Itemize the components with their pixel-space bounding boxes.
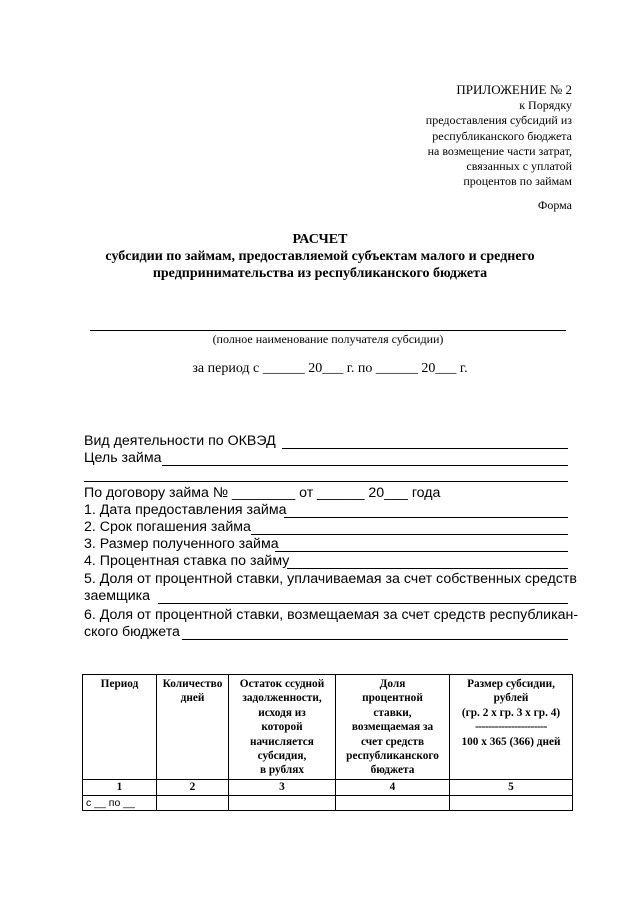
calculation-table bbox=[82, 674, 573, 811]
table-row bbox=[83, 795, 573, 810]
column-number: 2 bbox=[157, 779, 229, 795]
item6-input-line[interactable] bbox=[182, 639, 568, 640]
column-number: 5 bbox=[450, 779, 573, 795]
item3-input-line[interactable] bbox=[275, 551, 568, 552]
appendix-block bbox=[372, 82, 572, 190]
purpose-label: Цель займа bbox=[84, 450, 162, 466]
row-rate-share-cell[interactable] bbox=[336, 795, 450, 810]
appendix-line: процентов по займам bbox=[463, 174, 572, 189]
item1-label: 1. Дата предоставления займа bbox=[84, 502, 287, 518]
item2-input-line[interactable] bbox=[251, 534, 568, 535]
row-subsidy-cell[interactable] bbox=[450, 795, 573, 810]
item2-label: 2. Срок погашения займа bbox=[84, 519, 251, 535]
appendix-line: к Порядку bbox=[519, 98, 572, 112]
row-balance-cell[interactable] bbox=[229, 795, 336, 810]
purpose-input-line-2[interactable] bbox=[84, 481, 568, 482]
recipient-caption: (полное наименование получателя субсидии) bbox=[212, 332, 444, 346]
appendix-line: связанных с уплатой bbox=[466, 159, 572, 174]
item5-label-cont: заемщика bbox=[84, 588, 151, 604]
header-days: Количество дней bbox=[157, 675, 229, 780]
okved-label: Вид деятельности по ОКВЭД bbox=[84, 433, 276, 449]
recipient-name-line[interactable] bbox=[90, 330, 566, 331]
appendix-title: ПРИЛОЖЕНИЕ № 2 bbox=[456, 82, 572, 97]
item4-input-line[interactable] bbox=[287, 568, 568, 569]
row-days-cell[interactable] bbox=[157, 795, 229, 810]
header-subsidy: Размер субсидии, рублей (гр. 2 х гр. 3 х гр. 4) ---------------------- 100 х 365 (366) дней bbox=[450, 675, 573, 780]
title-line-3: предпринимательства из республиканского бюджета bbox=[152, 266, 488, 281]
header-balance: Остаток ссудной задолженности, исходя из которой начисляется субсидия, в рублях bbox=[229, 675, 336, 780]
item6-label-cont: ского бюджета bbox=[84, 624, 180, 640]
period-line[interactable]: за период с ______ 20___ г. по ______ 20___ г. bbox=[192, 361, 468, 376]
item5-input-line[interactable] bbox=[158, 603, 568, 604]
item1-input-line[interactable] bbox=[284, 517, 568, 518]
item4-label: 4. Процентная ставка по займу bbox=[84, 553, 290, 569]
item5-label: 5. Доля от процентной ставки, уплачиваемая за счет собственных средств bbox=[84, 571, 577, 587]
okved-input-line[interactable] bbox=[282, 448, 568, 449]
item6-label: 6. Доля от процентной ставки, возмещаемая за счет средств республикан- bbox=[84, 607, 579, 623]
column-number: 4 bbox=[336, 779, 450, 795]
document-title bbox=[60, 231, 580, 282]
table-header-row bbox=[83, 675, 573, 780]
table-column-number-row bbox=[83, 779, 573, 795]
header-rate-share: Доля процентной ставки, возмещаемая за счет средств республиканского бюджета bbox=[336, 675, 450, 780]
title-line-2: субсидии по займам, предоставляемой субъектам малого и среднего bbox=[105, 249, 535, 264]
column-number: 3 bbox=[229, 779, 336, 795]
contract-line[interactable]: По договору займа № ________ от ______ 20___ года bbox=[84, 485, 441, 501]
row-period-cell[interactable]: с __ по __ bbox=[83, 795, 157, 810]
appendix-line: предоставления субсидий из bbox=[425, 113, 572, 128]
purpose-input-line[interactable] bbox=[162, 465, 568, 466]
column-number: 1 bbox=[83, 779, 157, 795]
form-label: Форма bbox=[537, 198, 572, 212]
title-line-1: РАСЧЕТ bbox=[292, 232, 348, 247]
item3-label: 3. Размер полученного займа bbox=[84, 536, 279, 552]
appendix-line: республиканского бюджета bbox=[432, 128, 572, 143]
appendix-line: на возмещение части затрат, bbox=[427, 143, 572, 158]
header-period: Период bbox=[83, 675, 157, 780]
